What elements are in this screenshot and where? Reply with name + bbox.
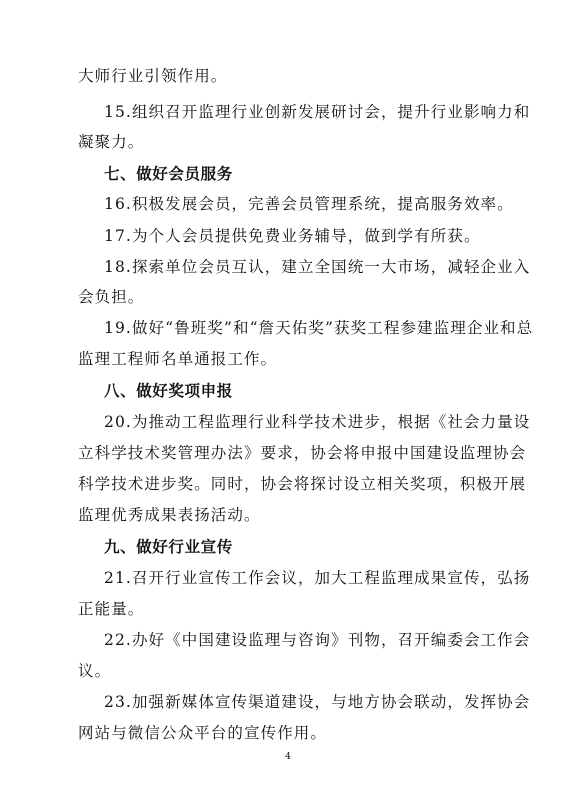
list-item-21: 21.召开行业宣传工作会议，加大工程监理成果宣传，弘扬	[104, 569, 531, 587]
text-line: 正能量。	[78, 600, 145, 618]
text-line: 监理工程师名单通报工作。	[78, 350, 278, 368]
text-line: 会负担。	[78, 288, 145, 306]
text-line: 议。	[78, 662, 112, 680]
text-line: 凝聚力。	[78, 133, 145, 151]
text-line: 网站与微信公众平台的宣传作用。	[78, 724, 328, 742]
list-item-20: 20.为推动工程监理行业科学技术进步，根据《社会力量设	[104, 413, 531, 431]
text-line: 大师行业引领作用。	[78, 67, 228, 85]
list-item-17: 17.为个人会员提供免费业务辅导，做到学有所获。	[104, 227, 481, 245]
section-heading-awards: 八、做好奖项申报	[104, 382, 233, 400]
list-item-18: 18.探索单位会员互认，建立全国统一大市场，减轻企业入	[104, 258, 531, 276]
list-item-19: 19.做好“鲁班奖”和“詹天佑奖”获奖工程参建监理企业和总	[104, 319, 534, 337]
section-heading-member-services: 七、做好会员服务	[104, 165, 233, 183]
text-line: 监理优秀成果表扬活动。	[78, 506, 261, 524]
section-heading-publicity: 九、做好行业宣传	[104, 538, 233, 556]
list-item-15: 15.组织召开监理行业创新发展研讨会，提升行业影响力和	[104, 103, 531, 121]
text-line: 立科学技术奖管理办法》要求，协会将申报中国建设监理协会	[78, 444, 527, 462]
page-number: 4	[285, 752, 291, 762]
list-item-22: 22.办好《中国建设监理与咨询》刊物，召开编委会工作会	[104, 631, 531, 649]
text-line: 科学技术进步奖。同时，协会将探讨设立相关奖项，积极开展	[78, 475, 527, 493]
list-item-23: 23.加强新媒体宣传渠道建设，与地方协会联动，发挥协会	[104, 693, 531, 711]
list-item-16: 16.积极发展会员，完善会员管理系统，提高服务效率。	[104, 195, 514, 213]
